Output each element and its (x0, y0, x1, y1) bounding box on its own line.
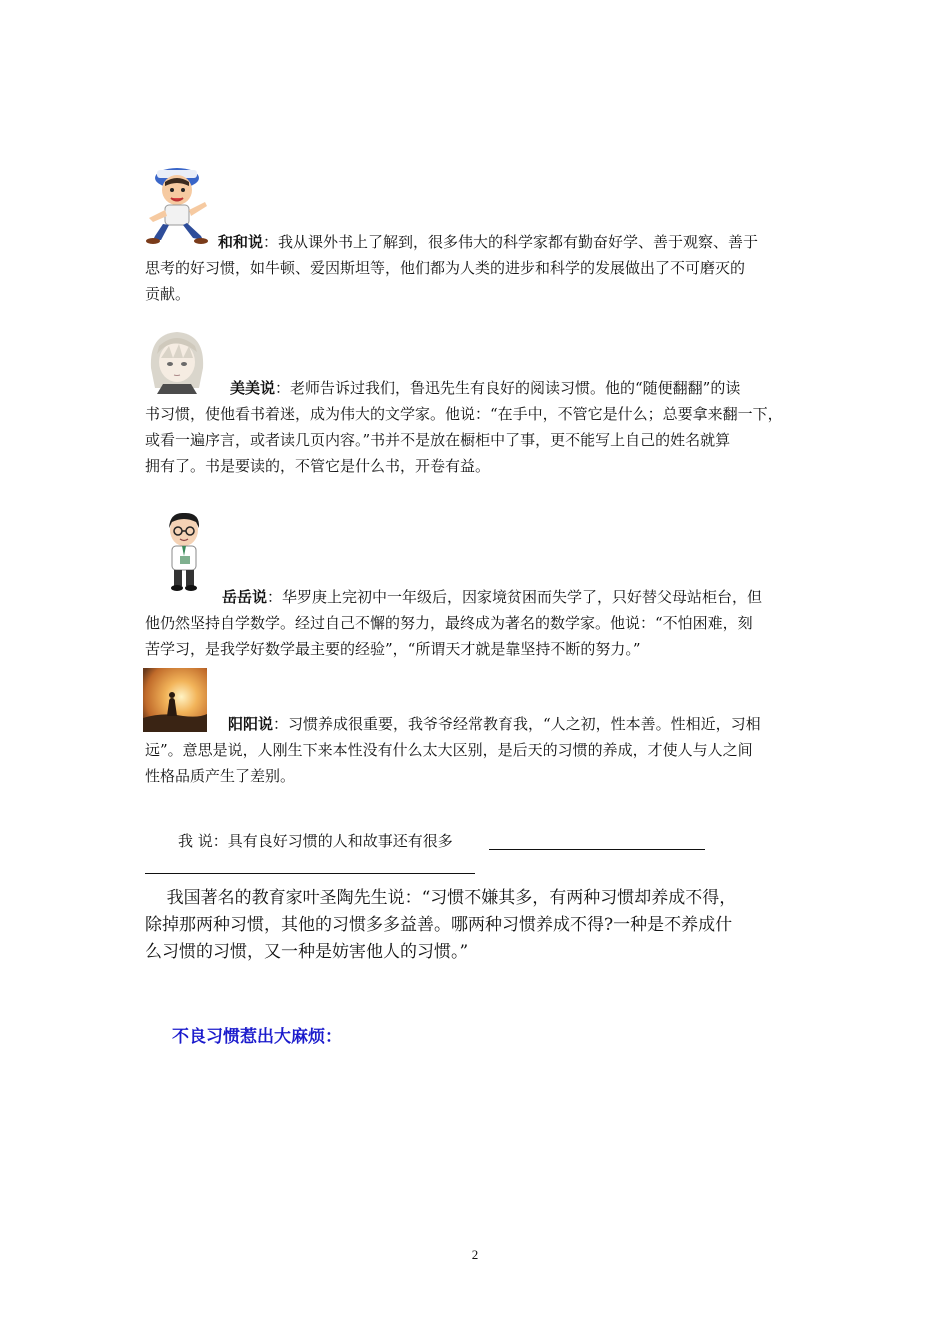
answer-blank-line-1[interactable] (489, 849, 705, 850)
paragraph-line: 思考的好习惯，如牛顿、爱因斯坦等，他们都为人类的进步和科学的发展做出了不可磨灭的 (145, 259, 746, 277)
quote-line: 我国著名的教育家叶圣陶先生说：“习惯不嫌其多，有两种习惯却养成不得， (145, 888, 737, 908)
paragraph-text: ：习惯养成很重要，我爷爷经常教育我，“人之初，性本善。性相近，习相 (273, 715, 761, 733)
paragraph-line: 他仍然坚持自学数学。经过自己不懈的努力，最终成为著名的数学家。他说：“不怕困难，刻 (145, 614, 753, 632)
paragraph-line (145, 584, 815, 610)
paragraph-line (145, 711, 815, 737)
paragraph-line (145, 375, 815, 401)
section-heading: 不良习惯惹出大麻烦： (172, 1027, 342, 1047)
speaker-name: 美美说 (230, 379, 276, 397)
paragraph-text: ：老师告诉过我们，鲁迅先生有良好的阅读习惯。他的“随便翻翻”的读 (275, 379, 741, 397)
paragraph-text: ：我从课外书上了解到，很多伟大的科学家都有勤奋好学、善于观察、善于 (263, 233, 759, 251)
paragraph-line: 性格品质产生了差别。 (145, 767, 296, 785)
page-number: 2 (471, 1247, 479, 1262)
paragraph-line: 拥有了。书是要读的，不管它是什么书，开卷有益。 (145, 457, 491, 475)
answer-blank-line-2[interactable] (145, 873, 475, 874)
paragraph-line: 书习惯，使他看书着迷，成为伟大的文学家。他说：“在手中，不管它是什么；总要拿来翻一下， (145, 405, 783, 423)
paragraph-text: ：华罗庚上完初中一年级后，因家境贫困而失学了，只好替父母站柜台，但 (267, 588, 763, 606)
paragraph-line: 苦学习，是我学好数学最主要的经验”，“所谓天才就是靠坚持不断的努力。” (145, 640, 641, 658)
glasses-man-cartoon-icon (160, 512, 208, 592)
speaker-name: 和和说 (218, 233, 264, 251)
paragraph-line: 远”。意思是说，人刚生下来本性没有什么太大区别，是后天的习惯的养成，才使人与人之间 (145, 741, 753, 759)
paragraph-line: 或看一遍序言，或者读几页内容。”书并不是放在橱柜中了事，更不能写上自己的姓名就算 (145, 431, 731, 449)
paragraph-line (145, 229, 815, 255)
speaker-paragraph-hehe (145, 229, 815, 307)
my-say-prompt (145, 828, 815, 854)
ye-shengtao-quote (145, 885, 825, 966)
paragraph-line: 贡献。 (145, 285, 191, 303)
quote-line: 么习惯的习惯，又一种是妨害他人的习惯。” (145, 942, 469, 962)
speaker-paragraph-meimei (145, 375, 815, 479)
quote-line: 除掉那两种习惯，其他的习惯多多益善。哪两种习惯养成不得?一种是不养成什 (145, 915, 733, 935)
speaker-paragraph-yueyue (145, 584, 815, 662)
speaker-paragraph-yangyang (145, 711, 815, 789)
speaker-name: 阳阳说 (228, 715, 274, 733)
my-say-text: 我 说：具有良好习惯的人和故事还有很多 (178, 832, 453, 850)
speaker-name: 岳岳说 (222, 588, 268, 606)
